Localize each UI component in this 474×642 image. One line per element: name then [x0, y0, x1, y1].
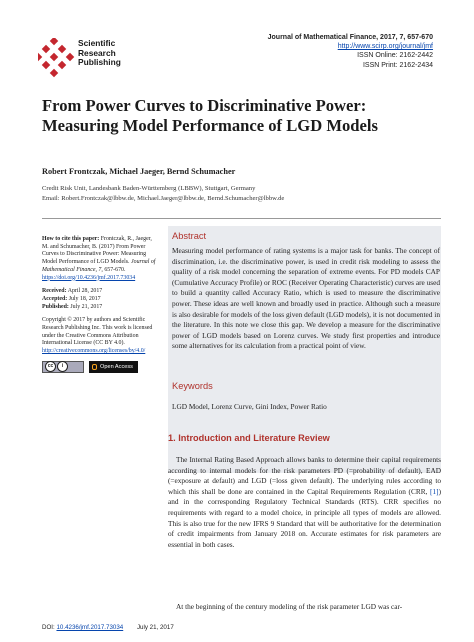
header-divider: [42, 218, 441, 219]
copyright-notice: Copyright © 2017 by authors and Scientific Research Publishing Inc. This work is licensed under the Creative Commons Attribution International License (CC BY 4.0). http://creativecommons.org/licenses/by/4.0/: [42, 317, 153, 355]
issn-online: ISSN Online: 2162-2442: [357, 52, 433, 60]
paper-title: From Power Curves to Discriminative Power: Measuring Model Performance of LGD Models: [42, 96, 378, 135]
keywords-heading: Keywords: [172, 381, 213, 391]
journal-url-link[interactable]: http://www.scirp.org/journal/jmf: [337, 43, 433, 51]
journal-title: Journal of Mathematical Finance, 2017, 7, 657-670: [267, 34, 433, 41]
footer-doi-link[interactable]: 10.4236/jmf.2017.73034: [56, 624, 124, 631]
journal-info: [268, 33, 433, 70]
abstract-heading: Abstract: [172, 231, 207, 241]
how-to-cite: How to cite this paper: Frontczak, R., Jaeger, M. and Schumacher, B. (2017) From Power Curves to Discriminative Power: Measuring Model Performance of LGD Models. Journal of Mathematical Finance, 7, 657-670. https://doi.org/10.4236/jmf.2017.73034: [42, 236, 156, 281]
dates: Received: April 28, 2017 Accepted: July 18, 2017 Published: July 21, 2017: [42, 288, 103, 310]
doi-link[interactable]: https://doi.org/10.4236/jmf.2017.73034: [42, 274, 136, 281]
intro-heading: 1. Introduction and Literature Review: [168, 433, 330, 443]
intro-paragraph-2: At the beginning of the century modeling of the risk parameter LGD was car-: [176, 602, 403, 611]
open-access-badge[interactable]: Open Access: [89, 361, 138, 373]
paper-authors: Robert Frontczak, Michael Jaeger, Bernd Schumacher: [42, 167, 236, 176]
open-lock-icon: [92, 364, 97, 370]
attribution-icon: i: [57, 361, 68, 372]
publisher-name: Scientific Research Publishing: [78, 38, 121, 67]
author-affiliation: Credit Risk Unit, Landesbank Baden-Württemberg (LBBW), Stuttgart, Germany Email: Robert.Frontczak@lbbw.de, Michael.Jaeger@lbbw.de, Bernd.Schumacher@lbbw.de: [42, 185, 285, 202]
intro-paragraph-1: The Internal Rating Based Approach allows banks to determine their capital requirements according to internal models for the risk parameters PD (=probability of default), EAD (=exposure at default) and LGD (=loss given default). The underlying rules according to which this shall be done are contained in the Capital Requirements Regulation (CRR, [1]) and in the corresponding Regulatory Technical Standards (RTS). CRR specifies no requirements with regard to a model choice, in principle all types of models are allowed. This is also true for the new IFRS 9 Standard that will be authoritative for the determination of credit impairments from January 2018 on. Accurate estimates for risk parameters are essential in both cases.: [168, 455, 441, 549]
cc-by-badge[interactable]: [42, 361, 84, 373]
footer-date: July 21, 2017: [136, 624, 174, 631]
keywords-text: LGD Model, Lorenz Curve, Gini Index, Power Ratio: [172, 402, 327, 411]
page-footer: DOI: 10.4236/jmf.2017.73034 July 21, 2017: [42, 624, 174, 631]
article-sidebar: [42, 236, 159, 373]
issn-print: ISSN Print: 2162-2434: [362, 61, 433, 69]
cc-icon: cc: [45, 361, 56, 372]
author-emails: Email: Robert.Frontczak@lbbw.de, Michael.Jaeger@lbbw.de, Bernd.Schumacher@lbbw.de: [42, 195, 285, 202]
license-link[interactable]: http://creativecommons.org/licenses/by/4.0/: [42, 348, 146, 355]
license-badges: [42, 361, 159, 373]
abstract-text: Measuring model performance of rating systems is a major task for banks. The concept of discrimination, i.e. the discriminative power, is used in credit risk modeling to assess the quality of a risk model concerning the separation of extreme events. For PD models CAP (Cumulative Accuracy Profile) or ROC (Receiver Operating Characteristic) curves are used to build a quantity called Accuracy Ratio, which is used to measure the discriminative power. These ideas are well known and broadly used in practice. Although such a measure is also desirable for models of the loss given default (LGD models), it is not documented in the literature. In this note we close this gap. We develop a measure for the discriminative power of LGD models based on Lorenz curves. We study first properties and introduce some alternatives for its calculation from a practical point of view.: [172, 246, 440, 351]
citation-link[interactable]: [1]: [430, 486, 439, 496]
